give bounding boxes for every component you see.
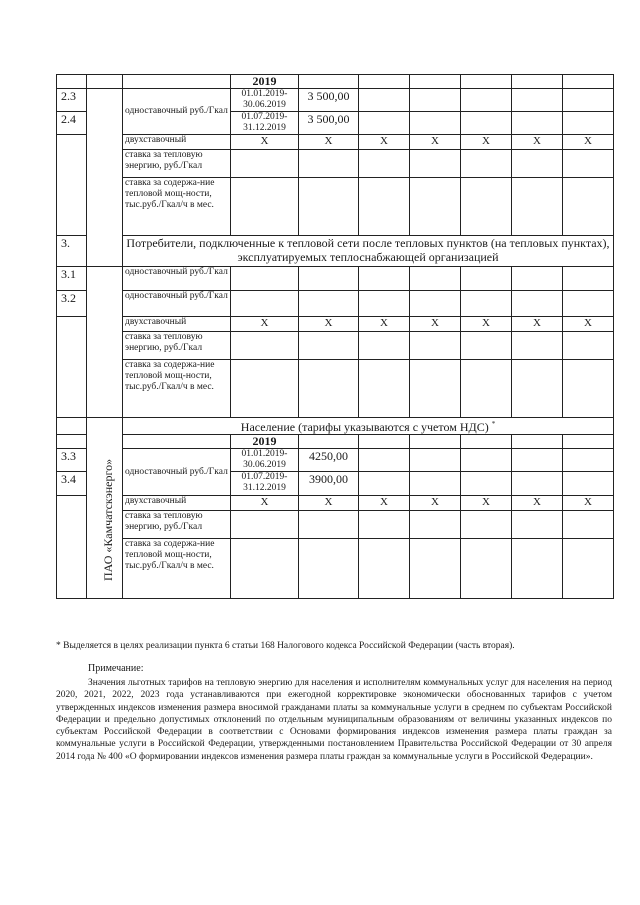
cell-empty xyxy=(359,178,410,236)
cell-empty xyxy=(359,291,410,317)
org-name: ПАО «Камчатскэнерго» xyxy=(101,458,115,581)
cell-empty xyxy=(359,112,410,135)
cell-empty xyxy=(563,360,614,418)
cell-empty xyxy=(410,511,461,539)
x-mark: X xyxy=(563,135,614,150)
cell-empty xyxy=(461,89,512,112)
cell-empty xyxy=(299,332,359,360)
cell-empty xyxy=(231,178,299,236)
cell-empty xyxy=(410,75,461,89)
cell-empty xyxy=(299,178,359,236)
cell-empty xyxy=(563,89,614,112)
cell-empty xyxy=(231,360,299,418)
cell-empty xyxy=(512,112,563,135)
period-date: 01.07.2019-31.12.2019 xyxy=(231,472,299,496)
cell-empty xyxy=(359,267,410,291)
period-date: 01.07.2019-31.12.2019 xyxy=(231,112,299,135)
cell-empty xyxy=(461,150,512,178)
cell-empty xyxy=(231,150,299,178)
cell-empty xyxy=(87,75,123,89)
x-mark: X xyxy=(231,135,299,150)
cell-empty xyxy=(512,511,563,539)
cell-empty xyxy=(359,511,410,539)
cell-empty xyxy=(123,75,231,89)
cell-empty xyxy=(410,435,461,449)
x-mark: X xyxy=(359,496,410,511)
cell-empty xyxy=(410,267,461,291)
x-mark: X xyxy=(563,317,614,332)
x-mark: X xyxy=(461,135,512,150)
x-mark: X xyxy=(410,135,461,150)
cell-empty xyxy=(410,150,461,178)
section-number: 3. xyxy=(57,236,87,267)
cell-empty xyxy=(461,449,512,472)
cell-empty xyxy=(231,291,299,317)
note-title: Примечание: xyxy=(88,663,144,674)
two-rate-label: двухставочный xyxy=(123,496,231,511)
cell-empty xyxy=(359,89,410,112)
population-title-text: Население (тарифы указываются с учетом НДС) xyxy=(240,420,489,434)
cell-empty xyxy=(563,75,614,89)
cell-empty xyxy=(299,75,359,89)
capacity-rate-label: ставка за содержа-ние тепловой мощ-ности, тыс.руб./Гкал/ч в мес. xyxy=(123,539,231,599)
cell-empty xyxy=(512,360,563,418)
footnote-star: * xyxy=(491,420,496,428)
cell-empty xyxy=(299,360,359,418)
org-cell xyxy=(87,267,123,418)
cell-empty xyxy=(563,332,614,360)
cell-empty xyxy=(461,178,512,236)
x-mark: X xyxy=(410,496,461,511)
tariff-value: 3 500,00 xyxy=(299,112,359,135)
row-number: 3.4 xyxy=(57,472,87,496)
x-mark: X xyxy=(299,317,359,332)
cell-empty xyxy=(563,539,614,599)
cell-empty xyxy=(57,135,87,236)
cell-empty xyxy=(299,511,359,539)
cell-empty xyxy=(563,472,614,496)
note-body: Значения льготных тарифов на тепловую энергию для населения и исполнителям коммунальных услуг для населения на период 2020, 2021, 2022, 2023 года устанавливаются при ежегодной корректировке экономически обоснованных тарифов с учетом утвержденных индексов изменения размера вносимой гражданами платы за коммунальные услуги в среднем по субъектам Российской Федерации и предельно допустимых отклонений по отдельным муниципальным образованиям от величины указанных индексов по субъектам Российской Федерации в соответствии с Основами формирования индексов изменения размера платы граждан за коммунальные услуги в Российской Федерации, утвержденными постановлением Правительства Российской Федерации от 30 апреля 2014 года № 400 «О формировании индексов изменения размера платы граждан за коммунальные услуги в Российской Федерации». xyxy=(56,678,612,762)
x-mark: X xyxy=(461,496,512,511)
population-title xyxy=(123,418,614,435)
row-number: 3.2 xyxy=(57,291,87,317)
x-mark: X xyxy=(359,317,410,332)
cell-empty xyxy=(57,75,87,89)
cell-empty xyxy=(563,291,614,317)
cell-empty xyxy=(410,539,461,599)
cell-empty xyxy=(512,449,563,472)
cell-empty xyxy=(410,360,461,418)
heat-rate-label: ставка за тепловую энергию, руб./Гкал xyxy=(123,150,231,178)
row-number: 2.4 xyxy=(57,112,87,135)
cell-empty xyxy=(359,449,410,472)
cell-empty xyxy=(231,332,299,360)
section-title: Потребители, подключенные к тепловой сети после тепловых пунктов (на тепловых пунктах), эксплуатируемых теплоснабжающей организацией xyxy=(123,236,614,267)
cell-empty xyxy=(461,75,512,89)
two-rate-label: двухставочный xyxy=(123,135,231,150)
cell-empty xyxy=(563,435,614,449)
cell-empty xyxy=(461,435,512,449)
cell-empty xyxy=(410,291,461,317)
x-mark: X xyxy=(461,317,512,332)
cell-empty xyxy=(57,435,87,449)
heat-rate-label: ставка за тепловую энергию, руб./Гкал xyxy=(123,511,231,539)
row-number: 3.1 xyxy=(57,267,87,291)
cell-empty xyxy=(359,150,410,178)
x-mark: X xyxy=(563,496,614,511)
cell-empty xyxy=(231,539,299,599)
cell-empty xyxy=(410,112,461,135)
x-mark: X xyxy=(410,317,461,332)
one-rate-label: одноставочный руб./Гкал xyxy=(123,291,231,317)
x-mark: X xyxy=(512,317,563,332)
x-mark: X xyxy=(512,135,563,150)
cell-empty xyxy=(512,75,563,89)
cell-empty xyxy=(563,178,614,236)
row-number: 3.3 xyxy=(57,449,87,472)
cell-empty xyxy=(299,267,359,291)
cell-empty xyxy=(299,291,359,317)
year-header: 2019 xyxy=(231,75,299,89)
tariff-value: 3900,00 xyxy=(299,472,359,496)
cell-empty xyxy=(57,496,87,599)
cell-empty xyxy=(410,178,461,236)
x-mark: X xyxy=(231,496,299,511)
cell-empty xyxy=(359,539,410,599)
period-date: 01.01.2019-30.06.2019 xyxy=(231,449,299,472)
cell-empty xyxy=(123,435,231,449)
cell-empty xyxy=(231,267,299,291)
cell-empty xyxy=(563,449,614,472)
cell-empty xyxy=(563,267,614,291)
cell-empty xyxy=(512,291,563,317)
one-rate-label: одноставочный руб./Гкал xyxy=(123,449,231,496)
cell-empty xyxy=(359,75,410,89)
x-mark: X xyxy=(359,135,410,150)
cell-empty xyxy=(461,291,512,317)
period-date: 01.01.2019-30.06.2019 xyxy=(231,89,299,112)
capacity-rate-label: ставка за содержа-ние тепловой мощ-ности, тыс.руб./Гкал/ч в мес. xyxy=(123,360,231,418)
cell-empty xyxy=(461,539,512,599)
cell-empty xyxy=(461,332,512,360)
cell-empty xyxy=(461,112,512,135)
cell-empty xyxy=(461,267,512,291)
cell-empty xyxy=(410,449,461,472)
heat-rate-label: ставка за тепловую энергию, руб./Гкал xyxy=(123,332,231,360)
row-number: 2.3 xyxy=(57,89,87,112)
cell-empty xyxy=(359,332,410,360)
cell-empty xyxy=(461,360,512,418)
cell-empty xyxy=(359,472,410,496)
cell-empty xyxy=(512,332,563,360)
cell-empty xyxy=(231,511,299,539)
cell-empty xyxy=(512,267,563,291)
x-mark: X xyxy=(299,135,359,150)
cell-empty xyxy=(57,317,87,418)
x-mark: X xyxy=(512,496,563,511)
cell-empty xyxy=(299,150,359,178)
x-mark: X xyxy=(231,317,299,332)
cell-empty xyxy=(512,435,563,449)
cell-empty xyxy=(299,435,359,449)
capacity-rate-label: ставка за содержа-ние тепловой мощ-ности, тыс.руб./Гкал/ч в мес. xyxy=(123,178,231,236)
cell-empty xyxy=(461,511,512,539)
two-rate-label: двухставочный xyxy=(123,317,231,332)
footnote: * Выделяется в целях реализации пункта 6 статьи 168 Налогового кодекса Российской Федерации (часть вторая). xyxy=(56,641,515,651)
year-header: 2019 xyxy=(231,435,299,449)
cell-empty xyxy=(359,360,410,418)
tariff-value: 4250,00 xyxy=(299,449,359,472)
org-name-cell xyxy=(87,418,123,599)
x-mark: X xyxy=(299,496,359,511)
cell-empty xyxy=(512,539,563,599)
cell-empty xyxy=(512,472,563,496)
cell-empty xyxy=(563,511,614,539)
org-cell xyxy=(87,89,123,267)
cell-empty xyxy=(461,472,512,496)
cell-empty xyxy=(299,539,359,599)
cell-empty xyxy=(410,332,461,360)
cell-empty xyxy=(410,472,461,496)
cell-empty xyxy=(512,150,563,178)
cell-empty xyxy=(359,435,410,449)
cell-empty xyxy=(512,89,563,112)
cell-empty xyxy=(410,89,461,112)
cell-empty xyxy=(563,150,614,178)
cell-empty xyxy=(57,418,87,435)
one-rate-label: одноставочный руб./Гкал xyxy=(123,89,231,135)
tariff-table xyxy=(56,74,614,599)
tariff-value: 3 500,00 xyxy=(299,89,359,112)
cell-empty xyxy=(563,112,614,135)
cell-empty xyxy=(512,178,563,236)
one-rate-label: одноставочный руб./Гкал xyxy=(123,267,231,291)
